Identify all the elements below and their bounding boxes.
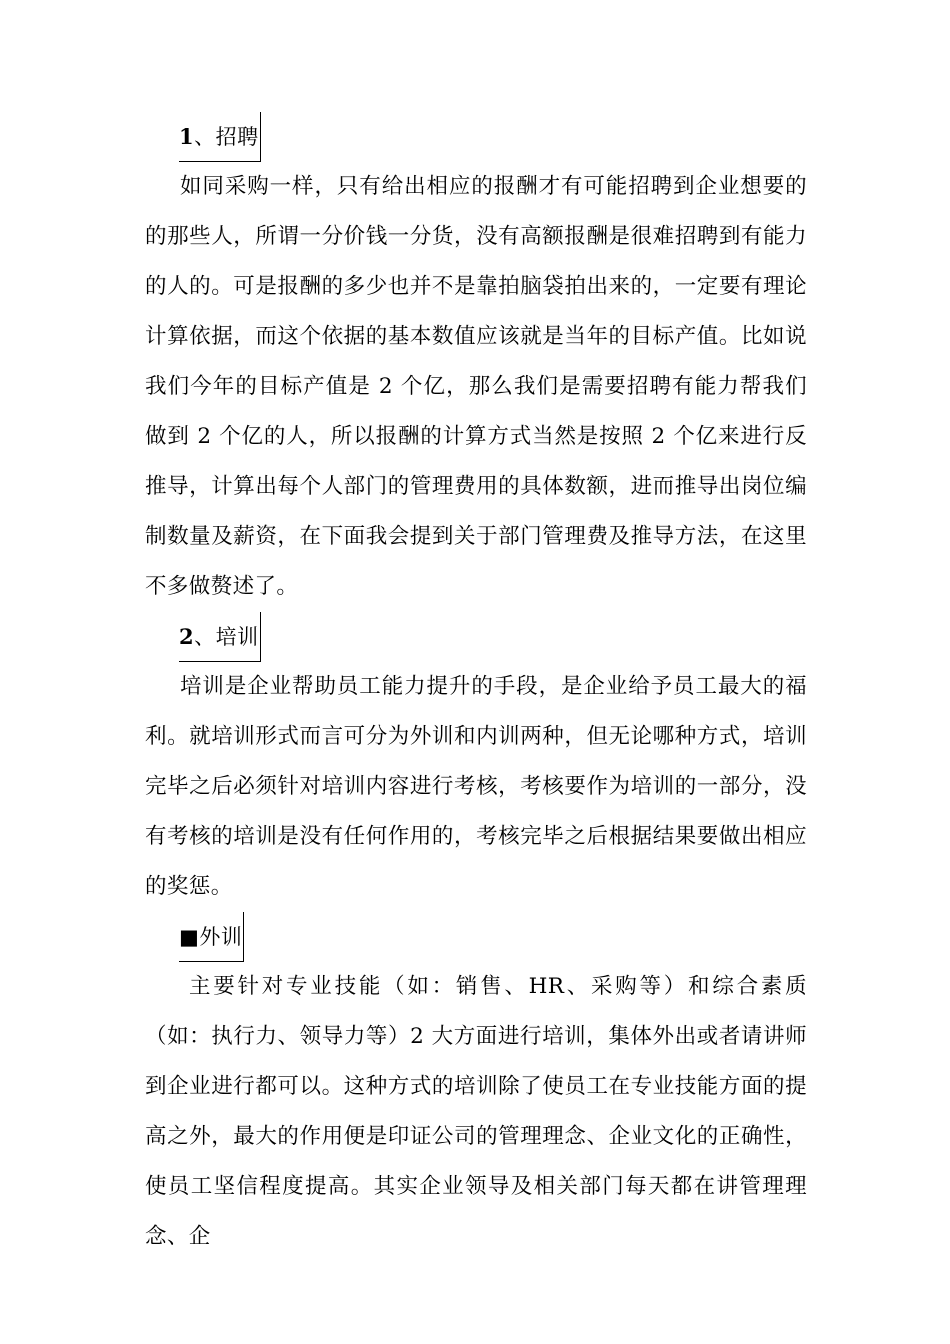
heading-separator: 、 xyxy=(194,125,216,149)
paragraph-recruitment: 如同采购一样，只有给出相应的报酬才有可能招聘到企业想要的的那些人，所谓一分价钱一分货，没有高额报酬是很难招聘到有能力的人的。可是报酬的多少也并不是靠拍脑袋拍出来的，一定要有理论计算依据，而这个依据的基本数值应该就是当年的目标产值。比如说我们今年的目标产值是 2 个亿，那么我们是需要招聘有能力帮我们做到 2 个亿的人，所以报酬的计算方式当然是按照 2 个亿来进行反推导，计算出每个人部门的管理费用的具体数额，进而推导出岗位编制数量及薪资，在下面我会提到关于部门管理费及推导方法，在这里不多做赘述了。 xyxy=(145,174,807,599)
subsection-heading-row xyxy=(145,912,807,962)
section-number: 1 xyxy=(179,124,195,149)
section-heading-training xyxy=(179,612,261,662)
square-bullet-icon: ■ xyxy=(179,925,200,949)
heading-separator: 、 xyxy=(194,625,216,649)
document-body xyxy=(145,112,807,1262)
paragraph-training: 培训是企业帮助员工能力提升的手段，是企业给予员工最大的福利。就培训形式而言可分为外训和内训两种，但无论哪种方式，培训完毕之后必须针对培训内容进行考核，考核要作为培训的一部分，没有考核的培训是没有任何作用的，考核完毕之后根据结果要做出相应的奖惩。 xyxy=(145,674,807,899)
section-number: 2 xyxy=(179,624,195,649)
subsection-title: 外训 xyxy=(199,925,243,949)
section-title: 培训 xyxy=(215,625,259,649)
subsection-heading-external-training xyxy=(179,912,244,962)
section-heading-recruitment xyxy=(179,112,261,162)
section-heading-row xyxy=(145,112,807,162)
section-title: 招聘 xyxy=(215,125,259,149)
section-heading-row xyxy=(145,612,807,662)
paragraph-external-training: 主要针对专业技能（如：销售、HR、采购等）和综合素质（如：执行力、领导力等）2 大方面进行培训，集体外出或者请讲师到企业进行都可以。这种方式的培训除了使员工在专业技能方面的提高之外，最大的作用便是印证公司的管理理念、企业文化的正确性，使员工坚信程度提高。其实企业领导及相关部门每天都在讲管理理念、企 xyxy=(145,974,807,1249)
